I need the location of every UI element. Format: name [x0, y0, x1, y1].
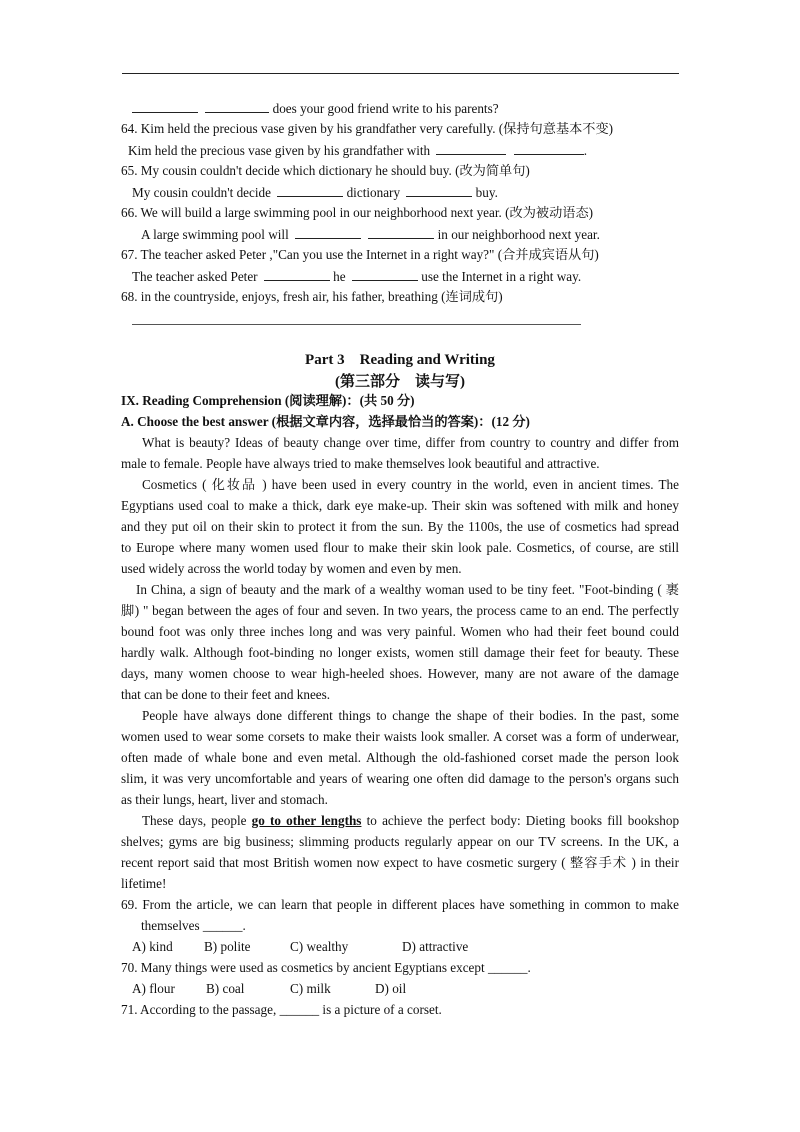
- option-d[interactable]: D) oil: [375, 981, 407, 996]
- blank[interactable]: [406, 184, 472, 197]
- q68-answer-line[interactable]: [132, 324, 581, 325]
- blank[interactable]: [264, 268, 330, 281]
- q66-text-b: in our neighborhood next year.: [437, 227, 600, 242]
- q67-text-b: he: [333, 269, 346, 284]
- q63-answer-line: [132, 100, 499, 117]
- blank[interactable]: [132, 100, 198, 113]
- passage-line: What is beauty? Ideas of beauty change over time, differ from country to country and differ from: [142, 435, 679, 450]
- q66-prompt: 66. We will build a large swimming pool in our neighborhood next year. (改为被动语态): [121, 205, 594, 220]
- section-subheading: A. Choose the best answer (根据文章内容，选择最恰当的答案)：(12 分): [121, 414, 530, 429]
- q67-text-a: The teacher asked Peter: [132, 269, 258, 284]
- passage-line: to Europe where many women used flour to make their skin look pale. Cosmetics, of course, are still: [121, 540, 679, 555]
- p5-start: These days, people: [142, 813, 247, 828]
- q70-stem: 70. Many things were used as cosmetics by ancient Egyptians except ______.: [121, 960, 531, 975]
- q65-answer-line: [132, 184, 498, 201]
- q63-text: does your good friend write to his parents?: [272, 101, 499, 116]
- underlined-phrase: go to other lengths: [251, 813, 362, 828]
- q64-answer-text: Kim held the precious vase given by his grandfather with: [128, 143, 431, 158]
- option-c[interactable]: C) wealthy: [290, 939, 349, 954]
- q70-options: [132, 981, 406, 997]
- q69-options: [132, 939, 468, 955]
- q66-answer-line: [141, 226, 600, 243]
- option-d[interactable]: D) attractive: [402, 939, 469, 954]
- option-b[interactable]: B) polite: [204, 939, 251, 954]
- blank[interactable]: [352, 268, 418, 281]
- passage-line: as their lungs, heart, liver and stomach.: [121, 792, 328, 807]
- passage-line: Cosmetics ( 化妆品 ) have been used in every country in the world, even in ancient times. The: [142, 477, 679, 492]
- q65-text-c: buy.: [475, 185, 498, 200]
- part-title: Part 3 Reading and Writing: [305, 352, 495, 368]
- q64-period: .: [583, 143, 588, 158]
- q67-prompt: 67. The teacher asked Peter ,"Can you use the Internet in a right way?" (合并成宾语从句): [121, 247, 599, 262]
- passage-line: and they put oil on their skin to protect it from the sun. By the 1100s, the use of cosmetics had spread: [121, 519, 679, 534]
- q64-prompt: 64. Kim held the precious vase given by his grandfather very carefully. (保持句意基本不变): [121, 121, 614, 136]
- q69-stem: 69. From the article, we can learn that people in different places have something in common to make: [121, 897, 679, 912]
- q65-text-a: My cousin couldn't decide: [132, 185, 271, 200]
- q66-text-a: A large swimming pool will: [141, 227, 289, 242]
- blank[interactable]: [436, 142, 506, 155]
- blank[interactable]: [205, 100, 269, 113]
- q65-prompt: 65. My cousin couldn't decide which dictionary he should buy. (改为简单句): [121, 163, 530, 178]
- passage-line: slim, it was very uncomfortable and years of wearing one often did damage to the person's organs such: [121, 771, 679, 786]
- passage-line: Egyptians used coal to make a thick, dark eye make-up. Their skin was softened with milk and honey: [121, 498, 679, 513]
- section-heading: IX. Reading Comprehension (阅读理解)：(共 50 分): [121, 393, 415, 408]
- passage-line: shelves; gyms are big business; slimming products regularly appear on our TV screens. In the UK, a: [121, 834, 679, 849]
- passage-line: women used to wear some corsets to make their waists look smaller. A corset was a form of underwear,: [121, 729, 679, 744]
- passage-line: hardly walk. Although foot-binding no longer exists, women still damage their feet for beauty. These: [121, 645, 679, 660]
- option-a[interactable]: A) flour: [132, 981, 175, 996]
- passage-line: that can be done to their feet and knees.: [121, 687, 331, 702]
- q68-prompt: 68. in the countryside, enjoys, fresh air, his father, breathing (连词成句): [121, 289, 503, 304]
- passage-line: days, many women choose to wear high-heeled shoes. However, many are not aware of the damage: [121, 666, 679, 681]
- option-c[interactable]: C) milk: [290, 981, 331, 996]
- option-a[interactable]: A) kind: [132, 939, 173, 954]
- q67-text-c: use the Internet in a right way.: [421, 269, 582, 284]
- part-subtitle: (第三部分 读与写): [335, 374, 465, 390]
- passage-line: 脚) " began between the ages of four and seven. In two years, the process came to an end. The perfectly: [121, 603, 679, 618]
- passage-line: [142, 813, 679, 829]
- passage-line: male to female. People have always tried to make themselves look beautiful and attractive.: [121, 456, 600, 471]
- passage-line: bound foot was only three inches long and was very painful. Women who had their feet bound could: [121, 624, 679, 639]
- q65-text-b: dictionary: [346, 185, 401, 200]
- q71-stem: 71. According to the passage, ______ is a picture of a corset.: [121, 1002, 442, 1017]
- q67-answer-line: [132, 268, 581, 285]
- passage-line: People have always done different things to change the shape of their bodies. In the past, some: [142, 708, 679, 723]
- blank[interactable]: [514, 142, 584, 155]
- q69-stem-cont: themselves ______.: [141, 918, 246, 933]
- blank[interactable]: [368, 226, 434, 239]
- option-b[interactable]: B) coal: [206, 981, 245, 996]
- blank[interactable]: [277, 184, 343, 197]
- blank[interactable]: [295, 226, 361, 239]
- passage-line: used widely across the world today by women and even by men.: [121, 561, 462, 576]
- passage-line: In China, a sign of beauty and the mark of a wealthy woman used to be tiny feet. "Foot-binding ( 裹: [136, 582, 679, 597]
- p5-rest: to achieve the perfect body: Dieting books fill bookshop: [366, 813, 680, 828]
- passage-line: lifetime!: [121, 876, 167, 891]
- passage-line: often made of whale bone and even metal. Although the old-fashioned corset made the person look: [121, 750, 679, 765]
- passage-line: recent report said that most British women now expect to have cosmetic surgery ( 整容手术 ) in their: [121, 855, 679, 870]
- top-divider: [122, 73, 679, 74]
- q64-answer-line: [128, 142, 587, 159]
